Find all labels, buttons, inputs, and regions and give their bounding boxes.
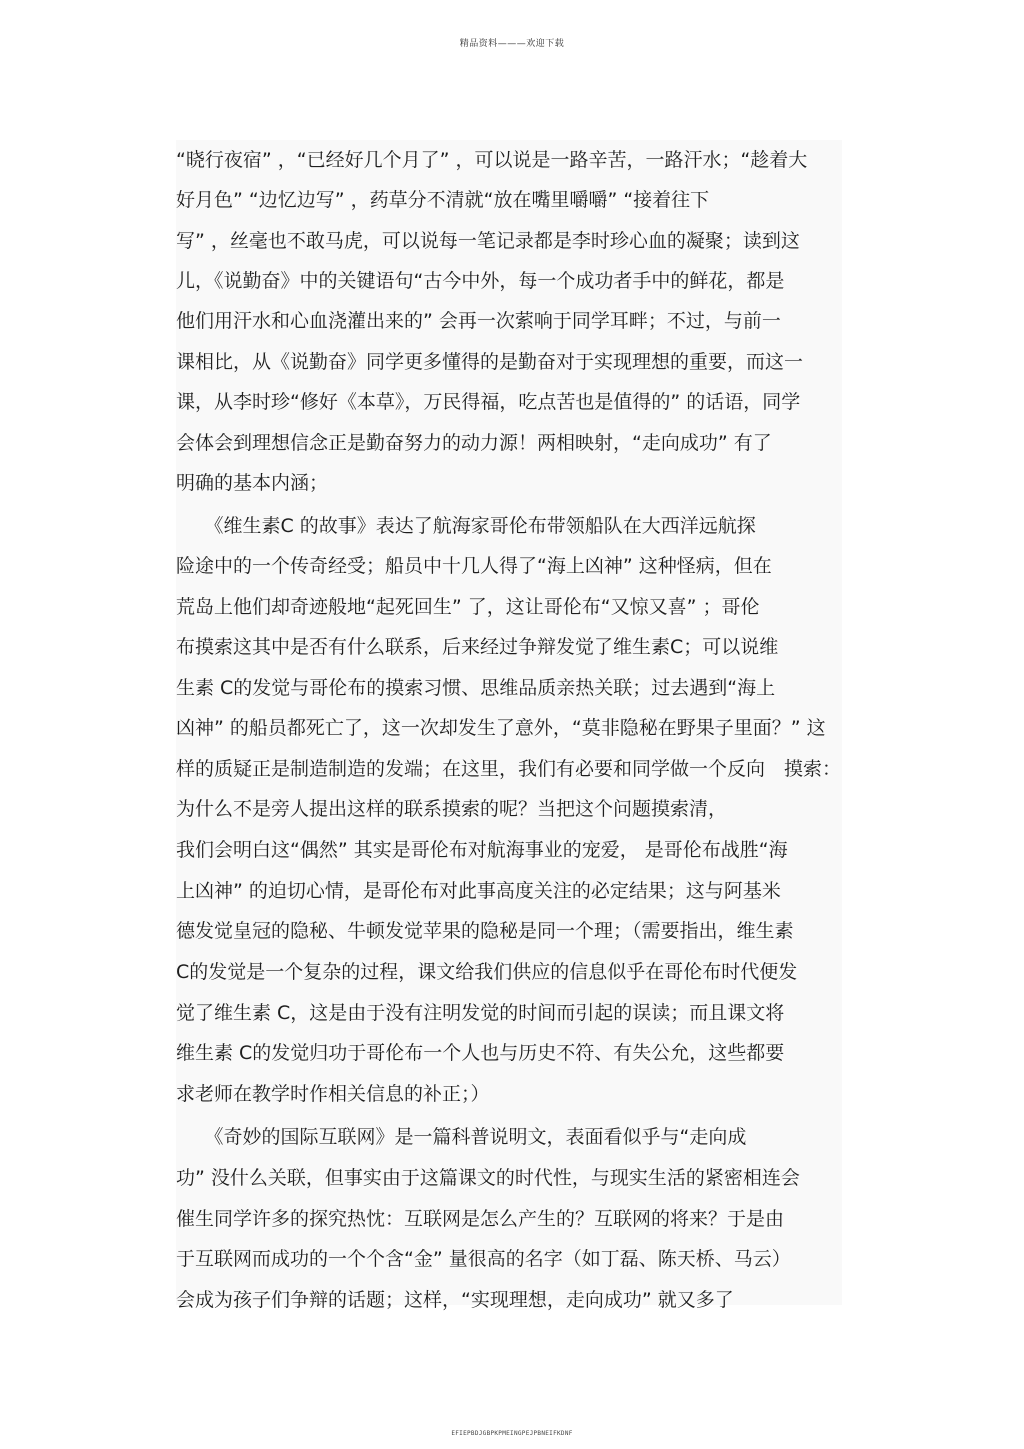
text-line: 好月色” “边忆边写” ，药草分不清就“放在嘴里嚼嚼” “接着往下 [176,189,710,211]
text-line: 写” ，丝毫也不敢马虎，可以说每一笔记录都是李时珍心血的凝聚；读到这 [176,230,800,252]
text-line: 会成为孩子们争辩的话题；这样，“实现理想，走向成功” 就又多了 [176,1289,734,1311]
text-line: 德发觉皇冠的隐秘、牛顿发觉苹果的隐秘是同一个理；（需要指出，维生素 [176,920,794,942]
text-line: 求老师在教学时作相关信息的补正；） [176,1083,490,1105]
page-footer: EFIEPBDJGBPKPMEINGPEJPBNEIFKDNF [451,1430,573,1437]
text-line: 功” 没什么关联，但事实由于这篇课文的时代性，与现实生活的紧密相连会 [176,1167,800,1189]
text-line: 课相比，从《说勤奋》同学更多懂得的是勤奋对于实现理想的重要，而这一 [176,351,804,373]
text-line: 课，从李时珍“修好《本草》，万民得福，吃点苦也是值得的” 的话语，同学 [176,391,801,413]
text-line: 样的质疑正是制造制造的发端；在这里，我们有必要和同学做一个反向 摸索： [176,758,842,780]
article-body [176,140,842,1311]
text-line: C的发觉是一个复杂的过程，课文给我们供应的信息似乎在哥伦布时代便发 [176,961,798,983]
text-line: 明确的基本内涵； [176,472,329,494]
text-line: 于互联网而成功的一个个含“金” 量很高的名字（如丁磊、陈天桥、马云） [176,1248,791,1270]
text-line: 生素 C的发觉与哥伦布的摸索习惯、思维品质亲热关联；过去遇到“海上 [176,677,776,699]
text-line: 维生素 C的发觉归功于哥伦布一个人也与历史不符、有失公允，这些都要 [176,1042,785,1064]
text-line: 为什么不是旁人提出这样的联系摸索的呢？当把这个问题摸索清， [176,798,728,820]
text-line: 催生同学许多的探究热忱：互联网是怎么产生的？互联网的将来？于是由 [176,1208,785,1230]
text-line: 他们用汗水和心血浇灌出来的” 会再一次萦响于同学耳畔；不过，与前一 [176,310,781,332]
page-header: 精品资料———欢迎下载 [459,39,565,49]
text-line: 布摸索这其中是否有什么联系，后来经过争辩发觉了维生素C；可以说维 [176,636,779,658]
text-line: 凶神” 的船员都死亡了，这一次却发生了意外，“莫非隐秘在野果子里面？” 这 [176,717,826,739]
text-line: 《奇妙的国际互联网》是一篇科普说明文，表面看似乎与“走向成 [176,1126,747,1148]
text-line: 我们会明白这“偶然” 其实是哥伦布对航海事业的宠爱， 是哥伦布战胜“海 [176,839,788,861]
text-line: 会体会到理想信念正是勤奋努力的动力源！两相映射，“走向成功” 有了 [176,432,772,454]
text-line: 上凶神” 的迫切心情，是哥伦布对此事高度关注的必定结果；这与阿基米 [176,880,781,902]
text-line: 荒岛上他们却奇迹般地“起死回生” 了，这让哥伦布“又惊又喜” ；哥伦 [176,596,760,618]
text-line: 险途中的一个传奇经受；船员中十几人得了“海上凶神” 这种怪病，但在 [176,555,772,577]
text-line: 儿，《说勤奋》中的关键语句“古今中外，每一个成功者手中的鲜花，都是 [176,270,785,292]
text-line: 觉了维生素 C，这是由于没有注明发觉的时间而引起的误读；而且课文将 [176,1002,785,1024]
text-line: “晓行夜宿” ，“已经好几个月了” ，可以说是一路辛苦，一路汗水；“趁着大 [176,149,808,171]
text-line: 《维生素C 的故事》表达了航海家哥伦布带领船队在大西洋远航探 [176,515,756,537]
